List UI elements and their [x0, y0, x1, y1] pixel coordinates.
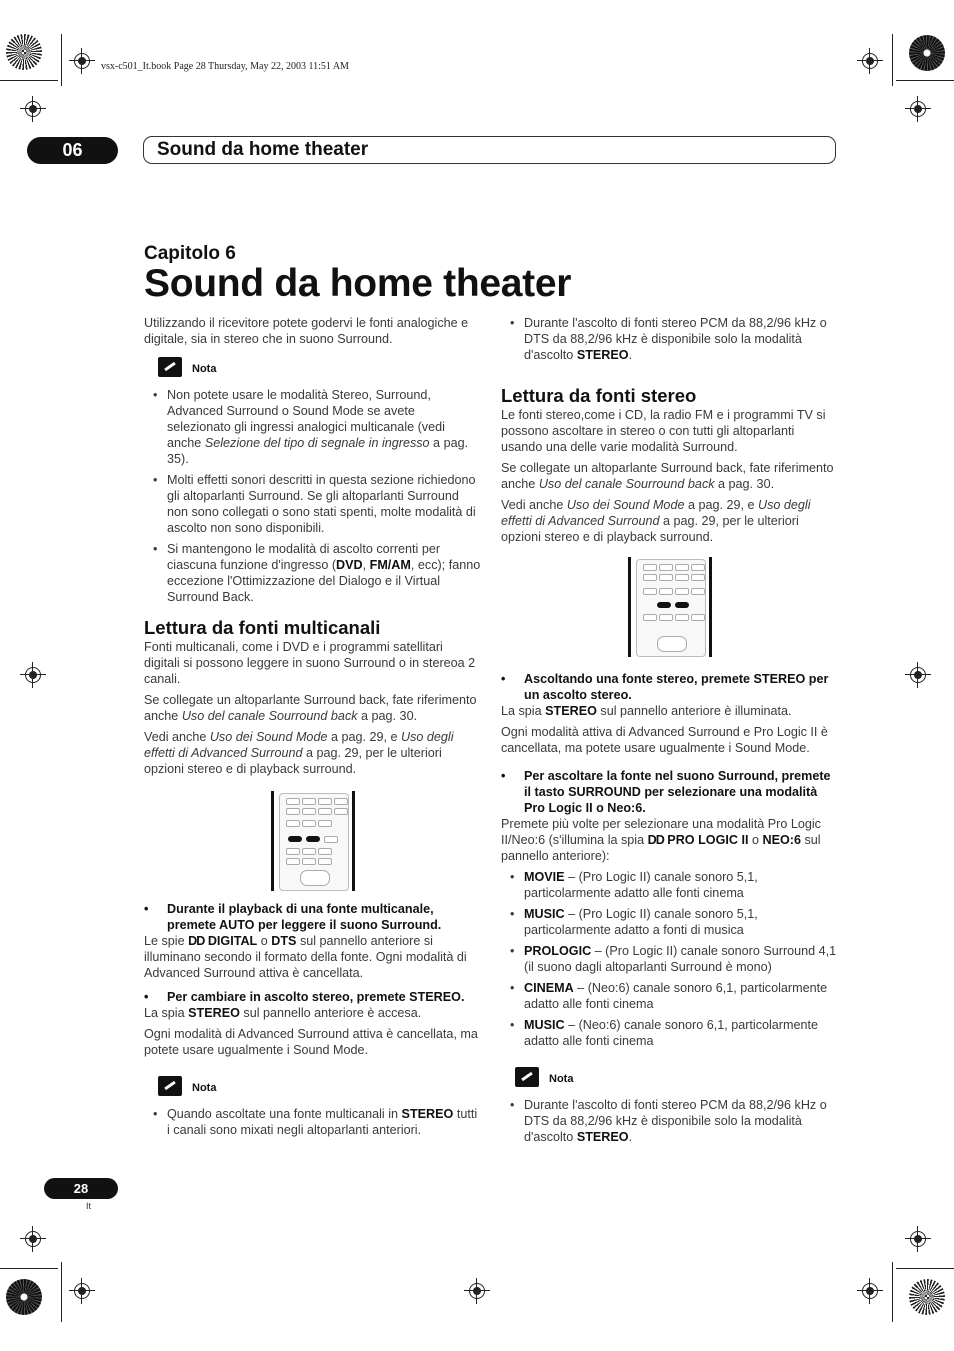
registration-mark-icon	[464, 1278, 490, 1304]
crop-line	[892, 1262, 893, 1322]
paragraph: Le fonti stereo,come i CD, la radio FM e i programmi TV si possono ascoltare in stereo o con tutti gli altoparlanti usando una delle varie modalità Surround.	[501, 408, 826, 454]
pencil-note-icon	[158, 357, 182, 377]
paragraph: La spia STEREO sul pannello anteriore è accesa.	[144, 1006, 422, 1020]
intro-paragraph: Utilizzando il ricevitore potete godervi le fonti analogiche e digitale, sia in stereo che in suono Surround.	[144, 316, 469, 346]
section-heading-multichannel: Lettura da fonti multicanali	[144, 617, 381, 638]
step-instruction: • Ascoltando una fonte stereo, premete STEREO per un ascolto stereo.	[501, 671, 838, 703]
step-instruction: • Per cambiare in ascolto stereo, premete STEREO.	[144, 989, 482, 1005]
list-item: • MUSIC – (Pro Logic II) canale sonoro 5,1, particolarmente adatto a fonti di musica	[501, 906, 838, 938]
paragraph: Se collegate un altoparlante Surround back, fate riferimento anche Uso del canale Sourround back a pag. 30.	[501, 461, 834, 491]
registration-mark-icon	[857, 48, 883, 74]
list-item: • Si mantengono le modalità di ascolto correnti per ciascuna funzione d'ingresso (DVD, FM/AM, ecc); fanno eccezione l'Ottimizzazione del Dialogo e il Virtual Surround Back.	[144, 541, 482, 605]
crop-line	[0, 80, 58, 81]
list-item: • Molti effetti sonori descritti in questa sezione richiedono gli altoparlanti Surround. Se gli altoparlanti Surround non sono collegati o sono stati spenti, molte modalità di ascolto non sono disponibili.	[144, 472, 482, 536]
list-item: • CINEMA – (Neo:6) canale sonoro 6,1, particolarmente adatto alle fonti cinema	[501, 980, 838, 1012]
registration-mark-icon	[20, 1226, 46, 1252]
registration-sunburst-icon	[6, 34, 42, 70]
list-item: • MUSIC – (Neo:6) canale sonoro 6,1, particolarmente adatto alle fonti cinema	[501, 1017, 838, 1049]
page-title: Sound da home theater	[144, 262, 572, 305]
section-heading-stereo: Lettura da fonti stereo	[501, 385, 697, 406]
list-item: • Durante l'ascolto di fonti stereo PCM da 88,2/96 kHz o DTS da 88,2/96 kHz è disponibile solo la modalità d'ascolto STEREO.	[501, 315, 838, 363]
registration-sunburst-icon	[909, 1279, 945, 1315]
step-instruction: • Per ascoltare la fonte nel suono Surround, premete il tasto SURROUND per selezionare una modalità Pro Logic II o Neo:6.	[501, 768, 838, 816]
paragraph: Fonti multicanali, come i DVD e i programmi satellitari digitali si possono leggere in suono Surround o in stereoa 2 canali.	[144, 640, 476, 686]
chapter-label: Capitolo 6	[144, 243, 236, 264]
page-number-badge: 28	[44, 1178, 118, 1199]
pencil-note-icon	[515, 1067, 539, 1087]
note-list	[501, 315, 838, 363]
note-header	[501, 1067, 838, 1093]
step-instruction: • Durante il playback di una fonte multicanale, premete AUTO per leggere il suono Surround.	[144, 901, 482, 933]
list-item: • MOVIE – (Pro Logic II) canale sonoro 5,1, particolarmente adatto alle fonti cinema	[501, 869, 838, 901]
auto-button-icon	[288, 836, 302, 842]
note-header	[144, 1076, 482, 1102]
stereo-button-icon	[657, 602, 671, 608]
paragraph: Le spie DD DIGITAL o DTS sul pannello anteriore si illuminano secondo il formato della fonte. Ogni modalità di Advanced Surround attiva è cancellata.	[144, 934, 467, 980]
book-file-info: vsx-c501_It.book Page 28 Thursday, May 22, 2003 11:51 AM	[101, 61, 349, 72]
right-column	[501, 315, 838, 1150]
chapter-header-title: Sound da home theater	[157, 139, 369, 160]
note-list	[144, 387, 482, 605]
remote-control-illustration	[628, 557, 712, 657]
paragraph: Vedi anche Uso dei Sound Mode a pag. 29, e Uso degli effetti di Advanced Surround a pag. 29, per le ulteriori opzioni stereo e di playback surround.	[501, 498, 811, 544]
registration-mark-icon	[905, 96, 931, 122]
language-code: It	[86, 1201, 92, 1211]
chapter-number-badge: 06	[27, 137, 118, 164]
paragraph: Se collegate un altoparlante Surround back, fate riferimento anche Uso del canale Sourround back a pag. 30.	[144, 693, 477, 723]
registration-mark-icon	[20, 96, 46, 122]
list-item: • PROLOGIC – (Pro Logic II) canale sonoro Surround 4,1 (il suono dagli altoparlanti Surround è mono)	[501, 943, 838, 975]
note-header	[144, 357, 482, 383]
surround-mode-list	[501, 869, 838, 1049]
remote-control-illustration	[271, 791, 355, 891]
registration-mark-icon	[905, 1226, 931, 1252]
note-list	[501, 1097, 838, 1145]
registration-mark-icon	[905, 662, 931, 688]
registration-mark-icon	[20, 662, 46, 688]
crop-line	[61, 1262, 62, 1322]
stereo-button-icon	[306, 836, 320, 842]
registration-sunburst-icon	[6, 1279, 42, 1315]
note-label: Nota	[549, 1073, 574, 1085]
paragraph: Ogni modalità di Advanced Surround attiva è cancellata, ma potete usare ugualmente i Sound Mode.	[144, 1027, 478, 1057]
note-label: Nota	[192, 363, 217, 375]
left-column	[144, 315, 482, 1143]
list-item: • Durante l'ascolto di fonti stereo PCM da 88,2/96 kHz o DTS da 88,2/96 kHz è disponibile solo la modalità d'ascolto STEREO.	[501, 1097, 838, 1145]
surround-button-icon	[675, 602, 689, 608]
paragraph: Premete più volte per selezionare una modalità Pro Logic II/Neo:6 (s'illumina la spia DD PRO LOGIC II o NEO:6 sul pannello anteriore):	[501, 817, 821, 863]
crop-line	[892, 34, 893, 86]
list-item: • Non potete usare le modalità Stereo, Surround, Advanced Surround o Sound Mode se avete selezionato gli ingressi analogici multicanale (vedi anche Selezione del tipo di segnale in ingresso a pag. 35).	[144, 387, 482, 467]
crop-line	[896, 80, 954, 81]
registration-sunburst-icon	[909, 35, 945, 71]
pencil-note-icon	[158, 1076, 182, 1096]
list-item: • Quando ascoltate una fonte multicanali in STEREO tutti i canali sono mixati negli altoparlanti anteriori.	[144, 1106, 482, 1138]
paragraph: La spia STEREO sul pannello anteriore è illuminata.	[501, 704, 792, 718]
crop-line	[0, 1268, 58, 1269]
registration-mark-icon	[857, 1278, 883, 1304]
dolby-double-d-icon: DD	[647, 833, 664, 847]
registration-mark-icon	[69, 48, 95, 74]
dolby-digital-icon: DD	[188, 934, 205, 948]
note-label: Nota	[192, 1082, 217, 1094]
paragraph: Ogni modalità attiva di Advanced Surround e Pro Logic II è cancellata, ma potete usare ugualmente i Sound Mode.	[501, 725, 828, 755]
registration-mark-icon	[69, 1278, 95, 1304]
paragraph: Vedi anche Uso dei Sound Mode a pag. 29, e Uso degli effetti di Advanced Surround a pag. 29, per le ulteriori opzioni stereo e di playback surround.	[144, 730, 454, 776]
crop-line	[896, 1268, 954, 1269]
crop-line	[61, 34, 62, 86]
note-list	[144, 1106, 482, 1138]
